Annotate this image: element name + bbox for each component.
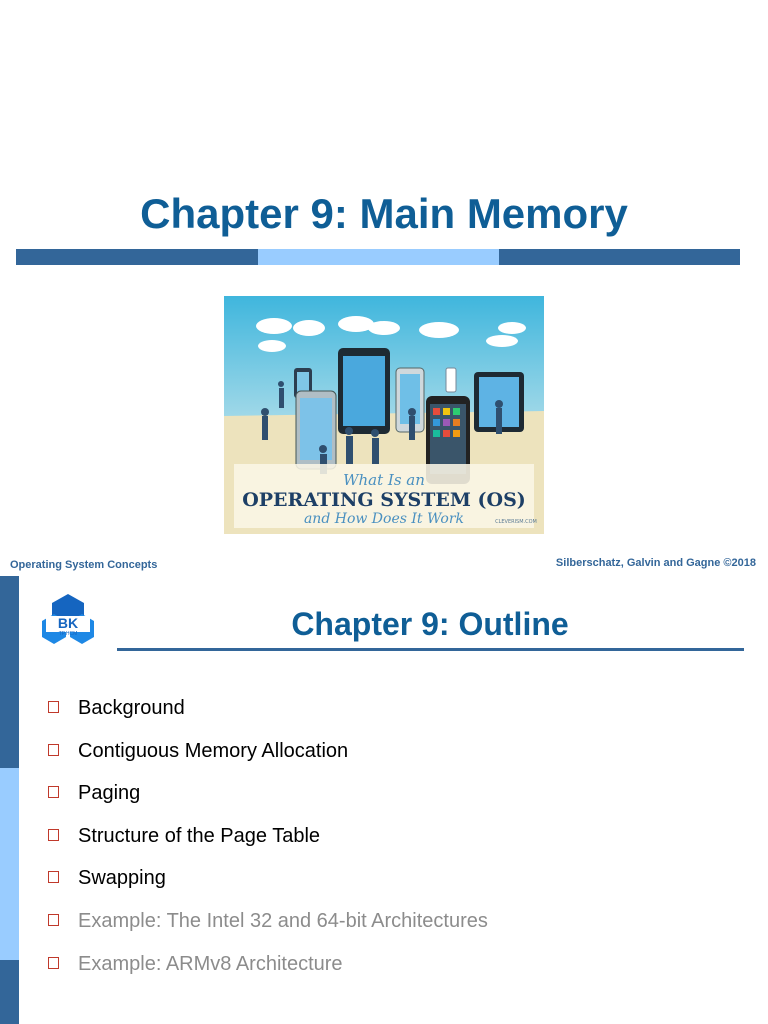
logo-subtext: TP.HCM [58, 631, 78, 637]
app-icons [433, 408, 460, 437]
list-item-label: Structure of the Page Table [78, 824, 321, 847]
title-bar-left [16, 249, 258, 265]
banner-line-3: and How Does It Work [303, 511, 465, 527]
title-bar-right [499, 249, 740, 265]
square-bullet-icon [48, 786, 59, 798]
slide-title: Chapter 9: Main Memory [140, 190, 628, 237]
list-item [48, 739, 488, 782]
list-item-label: Swapping [78, 867, 166, 890]
list-item [48, 866, 488, 909]
list-item-label: Example: ARMv8 Architecture [78, 952, 343, 975]
outline-list [48, 696, 488, 994]
list-item [48, 696, 488, 739]
footer-left: Operating System Concepts [10, 559, 158, 571]
banner-watermark: CLEVERISM.COM [495, 519, 537, 525]
list-item [48, 824, 488, 867]
list-item [48, 781, 488, 824]
square-bullet-icon [48, 829, 59, 841]
os-illustration [224, 296, 544, 534]
square-bullet-icon [48, 744, 59, 756]
banner-line-2: OPERATING SYSTEM (OS) [242, 489, 526, 511]
bk-logo [36, 592, 100, 648]
list-item-label: Paging [78, 782, 141, 805]
outline-title: Chapter 9: Outline [291, 606, 569, 642]
list-item-label: Example: The Intel 32 and 64-bit Architectures [78, 909, 488, 932]
left-strip-middle [0, 768, 19, 960]
square-bullet-icon [48, 957, 59, 969]
title-bar-middle [258, 249, 499, 265]
list-item [48, 952, 488, 995]
logo-text: BK [57, 615, 79, 631]
list-item-label: Background [78, 697, 185, 719]
square-bullet-icon [48, 914, 59, 926]
list-item [48, 909, 488, 952]
outline-slide [0, 576, 768, 1024]
banner-line-1: What Is an [343, 471, 425, 489]
square-bullet-icon [48, 701, 59, 713]
left-strip-bottom [0, 960, 19, 1024]
footer-right: Silberschatz, Galvin and Gagne ©2018 [555, 557, 756, 569]
list-item-label: Contiguous Memory Allocation [78, 739, 349, 762]
square-bullet-icon [48, 871, 59, 883]
left-strip-top [0, 576, 19, 768]
title-underline [117, 648, 744, 651]
